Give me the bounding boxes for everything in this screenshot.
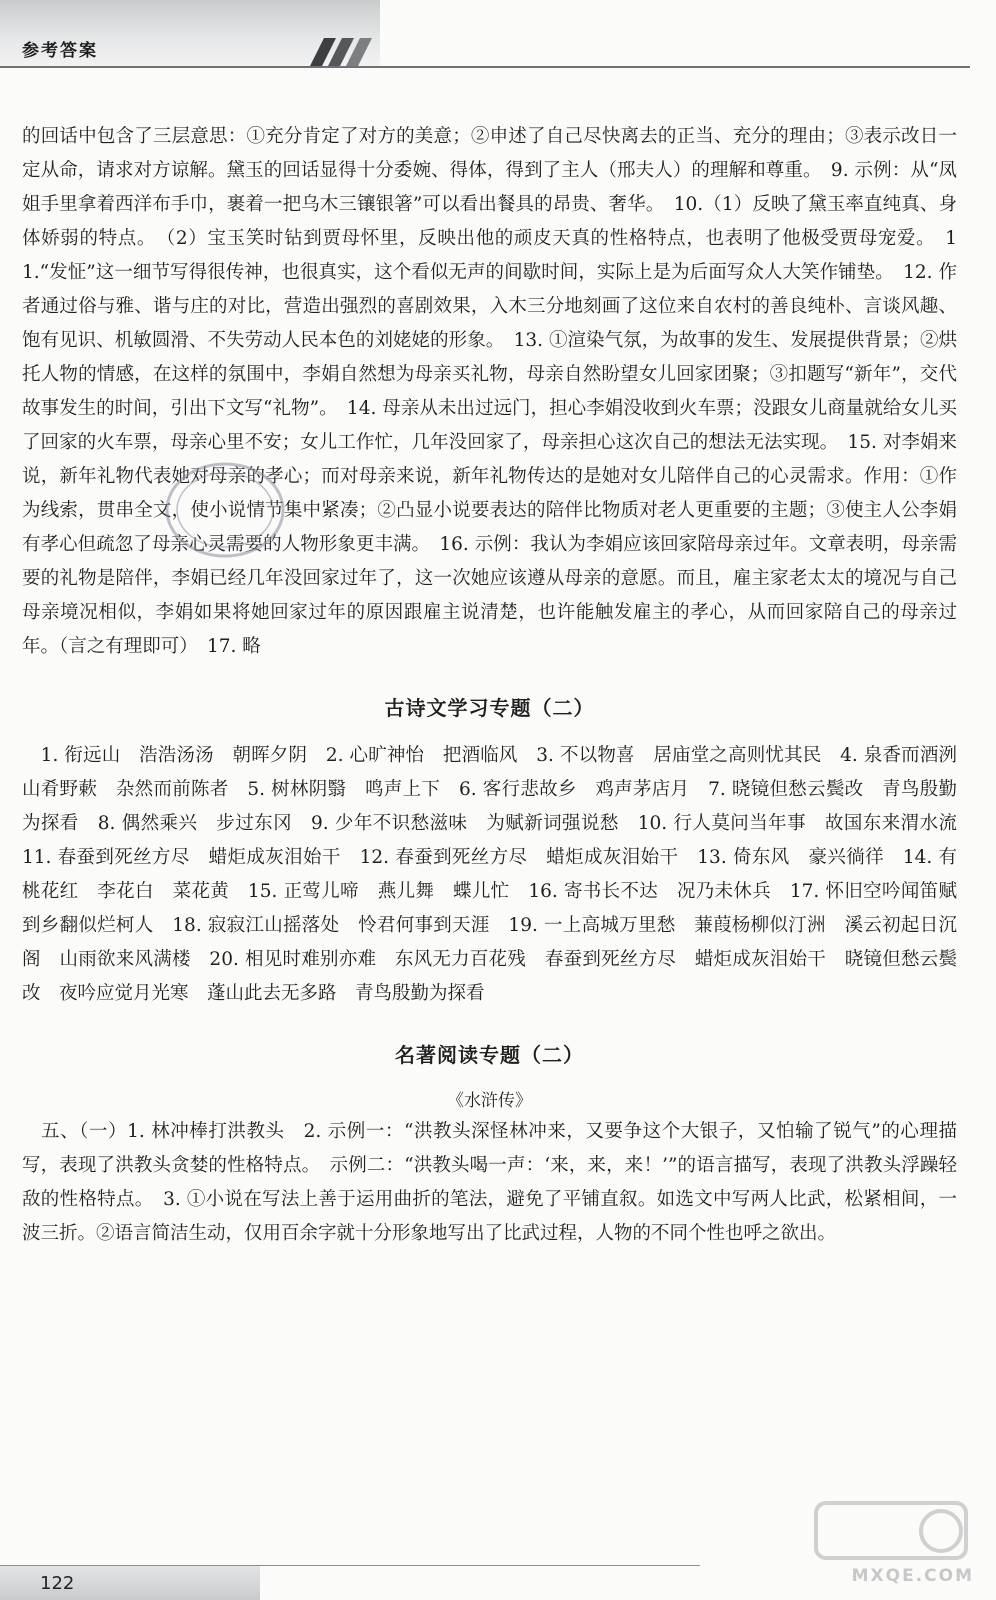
classics-reading-answers: 五、（一）1. 林冲棒打洪教头 2. 示例一：“洪教头深怪林冲来，又要争这个大银子，又怕输了锐气”的心理描写，表现了洪教头贪婪的性格特点。 示例二：“洪教头喝一声：‘来，来，来！’”的语言描写，表现了洪教头浮躁轻敌的性格特点。 3. ①小说在写法上善于运用曲折的笔法，避免了平铺直叙。如选文中写两人比武，松紧相间，一波三折。②语言简洁生动，仅用百余字就十分形象地写出了比武过程，人物的不同个性也呼之欲出。 <box>22 1121 957 1244</box>
footer-band <box>0 1565 260 1600</box>
header-title: 参考答案 <box>22 41 98 61</box>
section-title-ancient-poetry: 古诗文学习专题（二） <box>384 696 595 720</box>
watermark-text: MXQE.COM <box>851 1566 974 1586</box>
header-stripes-decoration <box>310 38 380 66</box>
ancient-poetry-answers: 1. 衔远山 浩浩汤汤 朝晖夕阴 2. 心旷神怡 把酒临风 3. 不以物喜 居庙堂之高则忧其民 4. 泉香而酒洌 山肴野蔌 杂然而前陈者 5. 树林阴翳 鸣声上下 6. 客行悲故乡 鸡声茅店月 7. 晓镜但愁云鬓改 青鸟殷勤为探看 8. 偶然乘兴 步过东冈 9. 少年不识愁滋味 为赋新词强说愁 10. 行人莫问当年事 故国东来渭水流 11. 春蚕到死丝方尽 蜡炬成灰泪始干 12. 春蚕到死丝方尽 蜡炬成灰泪始干 13. 倚东风 豪兴徜徉 14. 有桃花红 李花白 菜花黄 15. 正莺儿啼 燕儿舞 蝶儿忙 16. 寄书长不达 况乃未休兵 17. 怀旧空吟闻笛赋 到乡翻似烂柯人 18. 寂寂江山摇落处 怜君何事到天涯 19. 一上高城万里愁 蒹葭杨柳似汀洲 溪云初起日沉阁 山雨欲来风满楼 20. 相见时难别亦难 东风无力百花残 春蚕到死丝方尽 蜡炬成灰泪始干 晓镜但愁云鬓改 夜吟应觉月光寒 蓬山此去无多路 青鸟殷勤为探看 <box>22 745 976 1004</box>
page-header <box>0 0 996 70</box>
page-number: 122 <box>40 1573 75 1594</box>
footer-rule <box>0 1565 700 1566</box>
section-title-classics-reading: 名著阅读专题（二） <box>395 1043 584 1067</box>
page-content <box>22 120 976 1251</box>
header-rule <box>0 66 970 68</box>
stamp-seal-icon <box>160 455 290 565</box>
book-subtitle: 《水浒传》 <box>447 1091 532 1111</box>
answers-paragraph: 的回话中包含了三层意思：①充分肯定了对方的美意；②申述了自己尽快离去的正当、充分的理由；③表示改日一定从命，请求对方谅解。黛玉的回话显得十分委婉、得体，得到了主人（邢夫人）的理解和尊重。 9. 示例：从“凤姐手里拿着西洋布手巾，裹着一把乌木三镶银箸”可以看出餐具的昂贵、奢华。 10.（1）反映了黛玉率直纯真、身体娇弱的特点。 （2）宝玉笑时钻到贾母怀里，反映出他的顽皮天真的性格特点，也表明了他极受贾母宠爱。 11.“发怔”这一细节写得很传神，也很真实，这个看似无声的间歇时间，实际上是为后面写众人大笑作铺垫。 12. 作者通过俗与雅、谐与庄的对比，营造出强烈的喜剧效果，入木三分地刻画了这位来自农村的善良纯朴、言谈风趣、饱有见识、机敏圆滑、不失劳动人民本色的刘姥姥的形象。 13. ①渲染气氛，为故事的发生、发展提供背景；②烘托人物的情感，在这样的氛围中，李娟自然想为母亲买礼物，母亲自然盼望女儿回家团聚；③扣题写“新年”，交代故事发生的时间，引出下文写“礼物”。 14. 母亲从未出过远门，担心李娟没收到火车票；没跟女儿商量就给女儿买了回家的火车票，母亲心里不安；女儿工作忙，几年没回家了，母亲担心这次自己的想法无法实现。 15. 对李娟来说，新年礼物代表她对母亲的孝心；而对母亲来说，新年礼物传达的是她对女儿陪伴自己的心灵需求。作用：①作为线索，贯串全文，使小说情节集中紧凑；②凸显小说要表达的陪伴比物质对老人更重要的主题；③使主人公李娟有孝心但疏忽了母亲心灵需要的人物形象更丰满。 16. 示例：我认为李娟应该回家陪母亲过年。文章表明，母亲需要的礼物是陪伴，李娟已经几年没回家过年了，这一次她应该遵从母亲的意愿。而且，雇主家老太太的境况与自己母亲境况相似，李娟如果将她回家过年的原因跟雇主说清楚，也许能触发雇主的孝心，从而回家陪自己的母亲过年。（言之有理即可） 17. 略 <box>22 126 957 657</box>
